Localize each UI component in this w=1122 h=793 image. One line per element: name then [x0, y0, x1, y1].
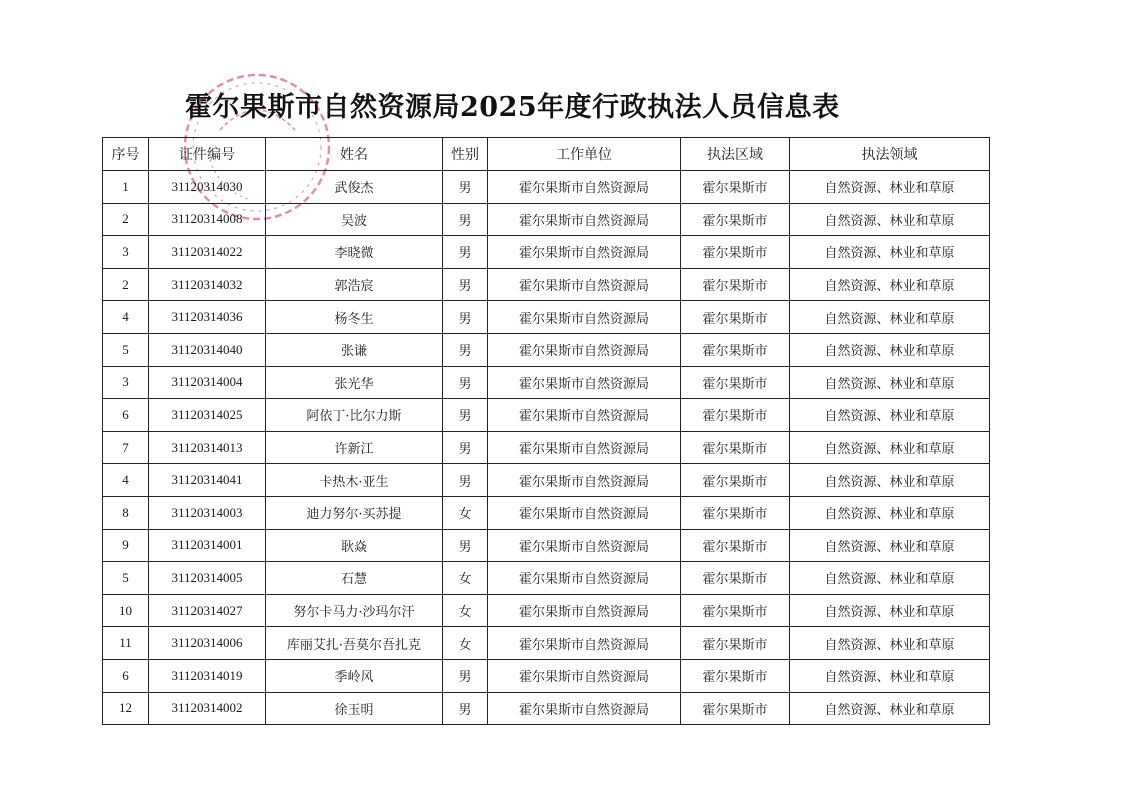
cell-index: 6 [103, 659, 149, 692]
cell-index: 2 [103, 268, 149, 301]
cell-gender: 男 [443, 171, 488, 204]
header-enforcement-field: 执法领域 [790, 138, 990, 171]
cell-index: 5 [103, 333, 149, 366]
cell-field: 自然资源、林业和草原 [790, 399, 990, 432]
table-row [103, 301, 990, 334]
cell-cert-no: 31120314032 [149, 268, 266, 301]
cell-work-unit: 霍尔果斯市自然资源局 [488, 399, 681, 432]
cell-cert-no: 31120314006 [149, 627, 266, 660]
cell-index: 9 [103, 529, 149, 562]
cell-index: 3 [103, 236, 149, 269]
cell-work-unit: 霍尔果斯市自然资源局 [488, 562, 681, 595]
cell-field: 自然资源、林业和草原 [790, 301, 990, 334]
table-row [103, 366, 990, 399]
cell-area: 霍尔果斯市 [681, 203, 790, 236]
table-row [103, 333, 990, 366]
cell-work-unit: 霍尔果斯市自然资源局 [488, 301, 681, 334]
cell-area: 霍尔果斯市 [681, 692, 790, 725]
cell-name: 石慧 [266, 562, 443, 595]
cell-name: 卡热木·亚生 [266, 464, 443, 497]
cell-index: 11 [103, 627, 149, 660]
cell-gender: 女 [443, 562, 488, 595]
cell-cert-no: 31120314008 [149, 203, 266, 236]
header-enforcement-area: 执法区域 [681, 138, 790, 171]
cell-index: 12 [103, 692, 149, 725]
cell-gender: 女 [443, 594, 488, 627]
cell-gender: 男 [443, 236, 488, 269]
cell-work-unit: 霍尔果斯市自然资源局 [488, 171, 681, 204]
cell-cert-no: 31120314001 [149, 529, 266, 562]
cell-name: 季岭风 [266, 659, 443, 692]
cell-work-unit: 霍尔果斯市自然资源局 [488, 236, 681, 269]
cell-cert-no: 31120314005 [149, 562, 266, 595]
cell-name: 吴波 [266, 203, 443, 236]
cell-work-unit: 霍尔果斯市自然资源局 [488, 366, 681, 399]
cell-cert-no: 31120314036 [149, 301, 266, 334]
cell-area: 霍尔果斯市 [681, 366, 790, 399]
cell-cert-no: 31120314013 [149, 431, 266, 464]
table-row [103, 431, 990, 464]
cell-area: 霍尔果斯市 [681, 562, 790, 595]
cell-cert-no: 31120314002 [149, 692, 266, 725]
cell-work-unit: 霍尔果斯市自然资源局 [488, 431, 681, 464]
cell-gender: 男 [443, 659, 488, 692]
cell-work-unit: 霍尔果斯市自然资源局 [488, 203, 681, 236]
cell-index: 10 [103, 594, 149, 627]
cell-work-unit: 霍尔果斯市自然资源局 [488, 594, 681, 627]
table-row [103, 627, 990, 660]
cell-gender: 女 [443, 496, 488, 529]
table-row [103, 171, 990, 204]
cell-name: 郭浩宸 [266, 268, 443, 301]
cell-field: 自然资源、林业和草原 [790, 236, 990, 269]
cell-index: 2 [103, 203, 149, 236]
table-row [103, 496, 990, 529]
cell-cert-no: 31120314003 [149, 496, 266, 529]
cell-work-unit: 霍尔果斯市自然资源局 [488, 464, 681, 497]
cell-gender: 女 [443, 627, 488, 660]
cell-name: 努尔卡马力·沙玛尔汗 [266, 594, 443, 627]
cell-gender: 男 [443, 366, 488, 399]
cell-cert-no: 31120314030 [149, 171, 266, 204]
cell-area: 霍尔果斯市 [681, 301, 790, 334]
cell-field: 自然资源、林业和草原 [790, 692, 990, 725]
cell-gender: 男 [443, 203, 488, 236]
table-row [103, 594, 990, 627]
cell-gender: 男 [443, 399, 488, 432]
personnel-table [102, 137, 990, 725]
cell-area: 霍尔果斯市 [681, 627, 790, 660]
cell-gender: 男 [443, 464, 488, 497]
cell-name: 许新江 [266, 431, 443, 464]
cell-field: 自然资源、林业和草原 [790, 203, 990, 236]
cell-cert-no: 31120314019 [149, 659, 266, 692]
cell-name: 武俊杰 [266, 171, 443, 204]
cell-area: 霍尔果斯市 [681, 399, 790, 432]
cell-field: 自然资源、林业和草原 [790, 562, 990, 595]
cell-index: 6 [103, 399, 149, 432]
cell-area: 霍尔果斯市 [681, 594, 790, 627]
cell-field: 自然资源、林业和草原 [790, 627, 990, 660]
cell-work-unit: 霍尔果斯市自然资源局 [488, 627, 681, 660]
cell-name: 张谦 [266, 333, 443, 366]
cell-cert-no: 31120314004 [149, 366, 266, 399]
table-row [103, 692, 990, 725]
cell-index: 7 [103, 431, 149, 464]
cell-field: 自然资源、林业和草原 [790, 268, 990, 301]
cell-cert-no: 31120314025 [149, 399, 266, 432]
cell-work-unit: 霍尔果斯市自然资源局 [488, 659, 681, 692]
cell-index: 3 [103, 366, 149, 399]
header-index: 序号 [103, 138, 149, 171]
cell-gender: 男 [443, 431, 488, 464]
cell-gender: 男 [443, 333, 488, 366]
cell-cert-no: 31120314027 [149, 594, 266, 627]
header-gender: 性别 [443, 138, 488, 171]
cell-gender: 男 [443, 301, 488, 334]
table-row [103, 562, 990, 595]
cell-field: 自然资源、林业和草原 [790, 659, 990, 692]
cell-area: 霍尔果斯市 [681, 333, 790, 366]
cell-work-unit: 霍尔果斯市自然资源局 [488, 496, 681, 529]
cell-area: 霍尔果斯市 [681, 171, 790, 204]
table-row [103, 399, 990, 432]
cell-name: 阿依丁·比尔力斯 [266, 399, 443, 432]
cell-area: 霍尔果斯市 [681, 268, 790, 301]
table-row [103, 464, 990, 497]
table-row [103, 236, 990, 269]
cell-work-unit: 霍尔果斯市自然资源局 [488, 333, 681, 366]
cell-area: 霍尔果斯市 [681, 659, 790, 692]
cell-field: 自然资源、林业和草原 [790, 464, 990, 497]
cell-area: 霍尔果斯市 [681, 496, 790, 529]
table-header-row [103, 138, 990, 171]
cell-field: 自然资源、林业和草原 [790, 496, 990, 529]
cell-name: 李晓微 [266, 236, 443, 269]
header-cert-no: 证件编号 [149, 138, 266, 171]
cell-name: 杨冬生 [266, 301, 443, 334]
table-row [103, 203, 990, 236]
cell-index: 8 [103, 496, 149, 529]
cell-field: 自然资源、林业和草原 [790, 594, 990, 627]
cell-cert-no: 31120314022 [149, 236, 266, 269]
cell-field: 自然资源、林业和草原 [790, 171, 990, 204]
cell-name: 迪力努尔·买苏提 [266, 496, 443, 529]
cell-index: 5 [103, 562, 149, 595]
table-row [103, 659, 990, 692]
cell-field: 自然资源、林业和草原 [790, 529, 990, 562]
cell-index: 1 [103, 171, 149, 204]
cell-cert-no: 31120314041 [149, 464, 266, 497]
header-name: 姓名 [266, 138, 443, 171]
cell-gender: 男 [443, 692, 488, 725]
cell-work-unit: 霍尔果斯市自然资源局 [488, 268, 681, 301]
cell-work-unit: 霍尔果斯市自然资源局 [488, 692, 681, 725]
cell-name: 徐玉明 [266, 692, 443, 725]
document-title: 霍尔果斯市自然资源局2025年度行政执法人员信息表 [185, 92, 840, 123]
table-row [103, 529, 990, 562]
cell-name: 张光华 [266, 366, 443, 399]
cell-cert-no: 31120314040 [149, 333, 266, 366]
cell-index: 4 [103, 464, 149, 497]
cell-work-unit: 霍尔果斯市自然资源局 [488, 529, 681, 562]
cell-area: 霍尔果斯市 [681, 464, 790, 497]
cell-field: 自然资源、林业和草原 [790, 366, 990, 399]
table-row [103, 268, 990, 301]
cell-field: 自然资源、林业和草原 [790, 431, 990, 464]
cell-area: 霍尔果斯市 [681, 236, 790, 269]
cell-name: 库丽艾扎·吾莫尔吾扎克 [266, 627, 443, 660]
cell-field: 自然资源、林业和草原 [790, 333, 990, 366]
cell-index: 4 [103, 301, 149, 334]
cell-name: 耿焱 [266, 529, 443, 562]
cell-gender: 男 [443, 268, 488, 301]
cell-gender: 男 [443, 529, 488, 562]
cell-area: 霍尔果斯市 [681, 529, 790, 562]
cell-area: 霍尔果斯市 [681, 431, 790, 464]
header-work-unit: 工作单位 [488, 138, 681, 171]
